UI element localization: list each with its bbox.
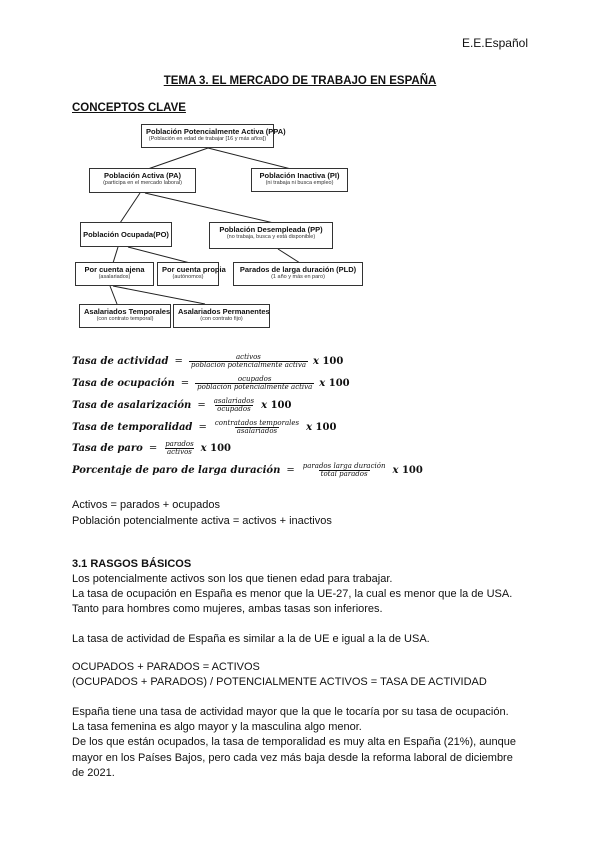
formula-fraction [195, 376, 314, 392]
box-temp-sub: (con contrato temporal) [96, 316, 154, 322]
box-pd [209, 222, 333, 249]
formula-tasa-paro: Tasa de paro = $\frac{\text{parados}}{\text{activos}}$ x 100 [72, 440, 231, 457]
connector-ppa-pi [208, 148, 295, 170]
box-pi-title: Población Inactiva (PI) [259, 171, 340, 180]
page-title: TEMA 3. EL MERCADO DE TRABAJO EN ESPAÑA [163, 75, 437, 87]
formula-multiplier: x 100 [261, 400, 292, 412]
box-pa [89, 168, 196, 193]
formula-numerator: asalariados [213, 397, 255, 405]
paragraph-line: La tasa femenina es algo mayor y la masculina algo menor. [72, 721, 362, 733]
paragraph-line: Los potencialmente activos son los que tienen edad para trabajar. [72, 573, 393, 585]
box-temp-title: Asalariados Temporales [84, 307, 171, 316]
formula-denominator: asalariados [236, 427, 278, 436]
formula-multiplier: x 100 [200, 443, 231, 455]
equation-ppa: Población potencialmente activa = activos + inactivos [72, 515, 332, 527]
box-perm-title: Asalariados Permanentes [178, 307, 270, 316]
formula-tasa-ocupacion: Tasa de ocupación = $\frac{\text{ocupados}}{\text{población potencialmente activa}}$ x 100 [72, 375, 350, 392]
box-pld-title: Parados de larga duración (PLD) [239, 265, 357, 274]
formula-numerator: parados [165, 440, 194, 448]
box-propia-sub: (autónomos) [172, 274, 204, 280]
box-pd-sub: (no trabaja, busca y está disponible) [226, 234, 316, 240]
box-temp [79, 304, 171, 328]
box-ppa-title: Población Potencialmente Activa (PPA) [146, 127, 286, 136]
connector-ajena-perm [113, 286, 205, 304]
box-pi-sub: (ni trabaja ni busca empleo) [265, 180, 334, 186]
formula-label: Porcentaje de paro de larga duración [72, 465, 281, 477]
formula-numerator: activos [235, 353, 261, 361]
formula-tasa-asalarizacion: Tasa de asalarización = $\frac{\text{asalariados}}{\text{ocupados}}$ x 100 [72, 397, 292, 414]
connector-pa-pd [145, 193, 278, 224]
connector-ajena-temp [110, 286, 117, 304]
formula-multiplier: x 100 [319, 378, 350, 390]
formula-label: Tasa de actividad [72, 356, 169, 368]
connector-ppa-pa [145, 148, 208, 170]
formula-label: Tasa de paro [72, 443, 143, 455]
formula-denominator: activos [166, 448, 192, 457]
paragraph-line: OCUPADOS + PARADOS = ACTIVOS [72, 661, 260, 673]
formula-fraction [212, 398, 256, 414]
box-ajena-sub: (asalariados) [98, 274, 131, 280]
formula-label: Tasa de asalarización [72, 400, 192, 412]
section-heading: 3.1 RASGOS BÁSICOS [72, 558, 192, 570]
box-ajena-title: Por cuenta ajena [84, 265, 145, 274]
box-pa-sub: (participa en el mercado laboral) [103, 180, 182, 186]
paragraph-temporalidad: De los que están ocupados, la tasa de temporalidad es muy alta en España (21%), aunque mayor en los Países Bajos, pero cada vez más baja desde la reforma laboral de diciembre de 2021. [72, 736, 516, 779]
paragraph-line: Tanto para hombres como mujeres, ambas tasas son inferiores. [72, 603, 383, 615]
formula-label: Tasa de ocupación [72, 378, 175, 390]
formula-fraction [163, 441, 195, 457]
formula-numerator: parados larga duración [302, 462, 386, 470]
formula-label: Tasa de temporalidad [72, 422, 193, 434]
box-po [80, 222, 172, 247]
course-label: E.E.Español [461, 36, 528, 50]
box-po-title: Población Ocupada(PO) [83, 230, 169, 239]
paragraph-line: La tasa de ocupación en España es menor que la UE-27, la cual es menor que la de USA. [72, 588, 513, 600]
paragraph-line: La tasa de actividad de España es similar a la de UE e igual a la de USA. [72, 633, 430, 645]
formula-denominator: población potencialmente activa [197, 383, 313, 392]
box-ppa [141, 124, 286, 148]
formula-numerator: contratados temporales [214, 419, 300, 427]
box-propia-title: Por cuenta propia [162, 265, 226, 274]
formula-fraction [189, 354, 308, 370]
connector-po-propia [128, 247, 190, 263]
connector-pa-po [120, 193, 140, 223]
box-propia [157, 262, 226, 286]
formula-tasa-actividad: Tasa de actividad = $\frac{\text{activos}}{\text{población potencialmente activa}}$ x 100 [72, 353, 344, 370]
formula-multiplier: x 100 [313, 356, 344, 368]
box-perm [173, 304, 270, 328]
formula-multiplier: x 100 [306, 422, 337, 434]
connector-pd-pld [278, 249, 300, 263]
formula-numerator: ocupados [237, 375, 272, 383]
paragraph-line: España tiene una tasa de actividad mayor que la que le tocaría por su tasa de ocupación. [72, 706, 509, 718]
connector-po-ajena [113, 247, 118, 263]
box-perm-sub: (con contrato fijo) [200, 316, 243, 322]
formula-denominator: total parados [320, 470, 368, 479]
formula-denominator: ocupados [217, 405, 251, 414]
box-ppa-sub: (Población en edad de trabajar [16 y más años]) [148, 136, 267, 142]
box-pa-title: Población Activa (PA) [103, 171, 182, 180]
formula-paro-larga-duracion: Porcentaje de paro de larga duración = $\frac{\text{parados larga duración}}{\text{total parados}}$ x 100 [72, 462, 423, 479]
paragraph-line: (OCUPADOS + PARADOS) / POTENCIALMENTE ACTIVOS = TASA DE ACTIVIDAD [72, 676, 487, 688]
equation-activos: Activos = parados + ocupados [72, 499, 220, 511]
box-pld [233, 262, 363, 286]
section-subtitle: CONCEPTOS CLAVE [72, 102, 186, 114]
formula-fraction [213, 420, 301, 436]
box-ajena [75, 262, 154, 286]
formula-multiplier: x 100 [392, 465, 423, 477]
formula-tasa-temporalidad: Tasa de temporalidad = $\frac{\text{contratados temporales}}{\text{asalariados}}$ x 100 [72, 419, 337, 436]
box-pld-sub: (1 año y más en paro) [271, 274, 325, 280]
formula-denominator: población potencialmente activa [190, 361, 307, 370]
formula-fraction [301, 463, 388, 479]
box-pi [251, 168, 348, 192]
box-pd-title: Población Desempleada (PP) [219, 225, 323, 234]
